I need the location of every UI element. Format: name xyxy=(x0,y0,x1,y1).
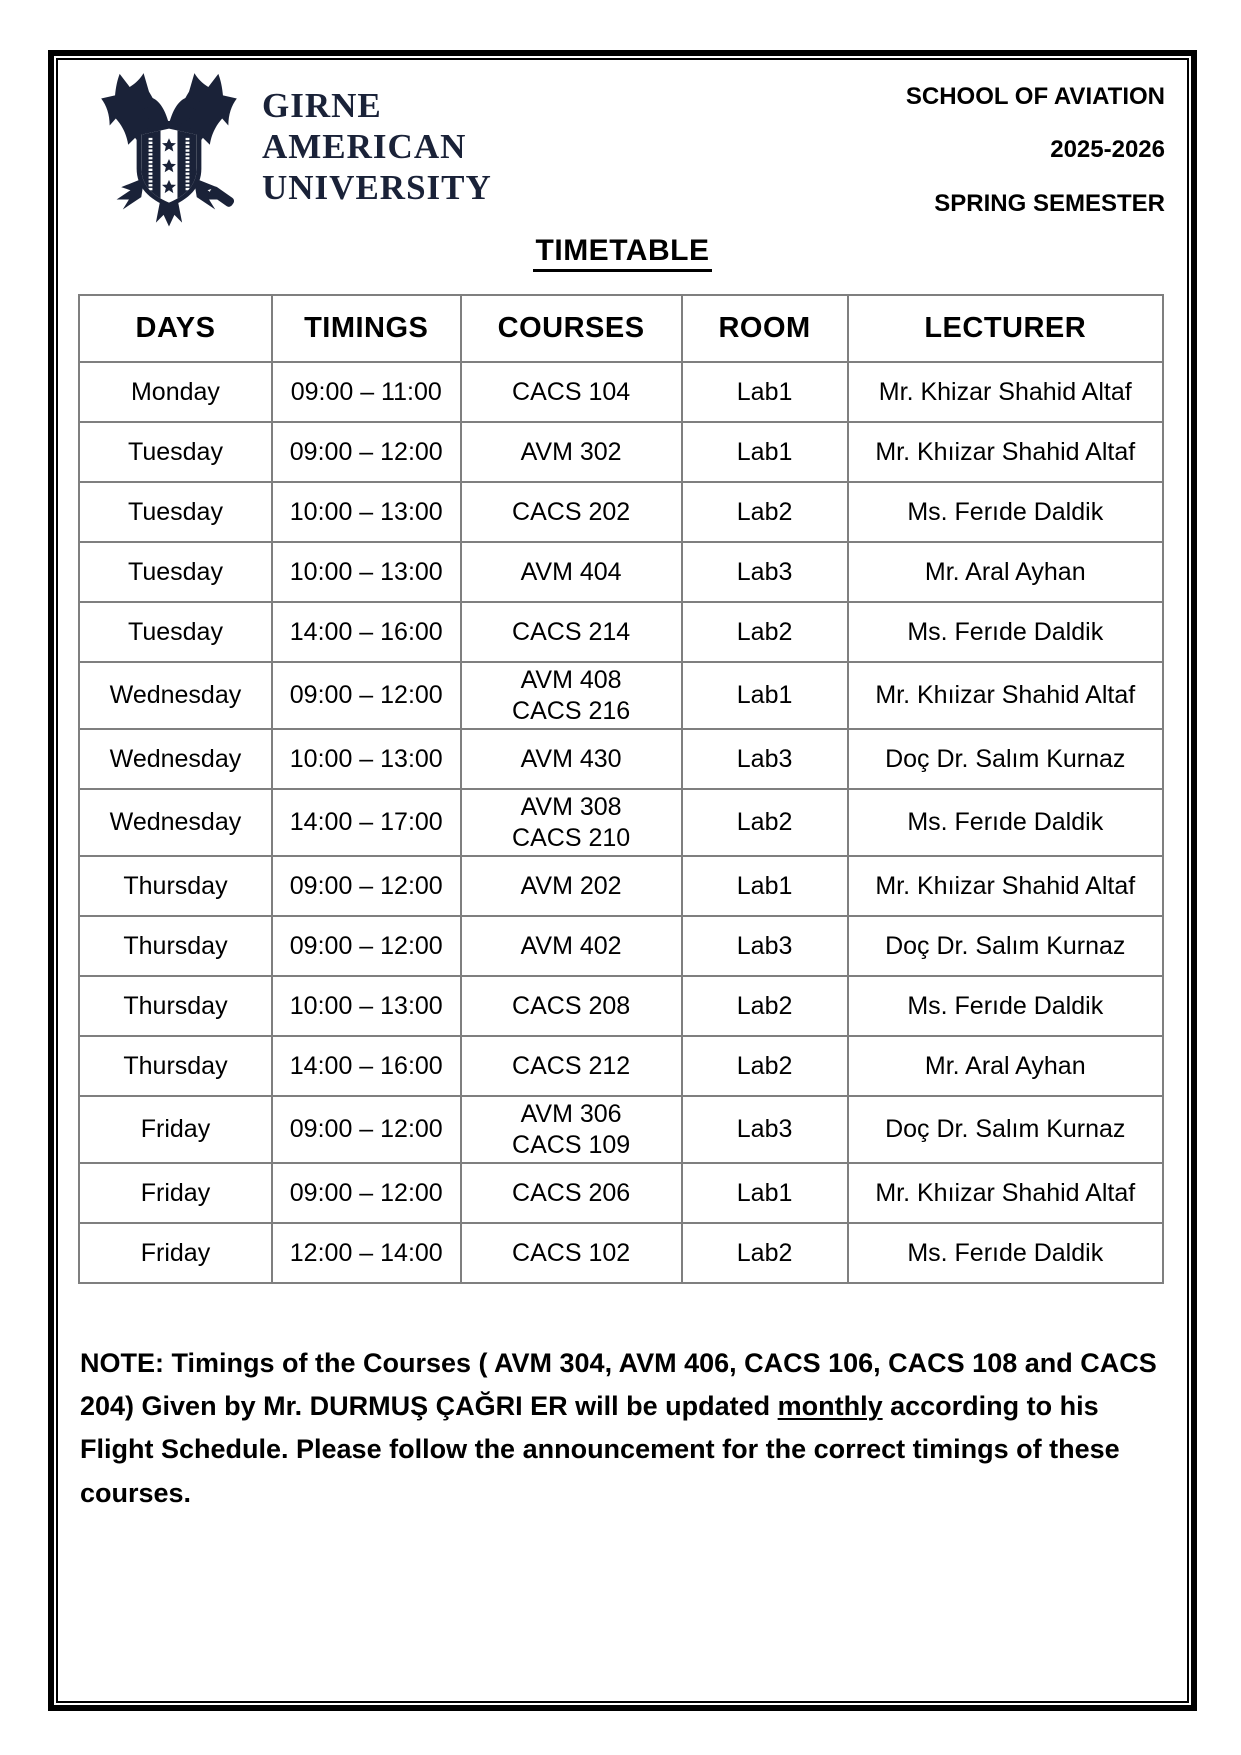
table-row xyxy=(79,916,1163,976)
cell-room: Lab2 xyxy=(682,976,848,1036)
cell-timing: 10:00 – 13:00 xyxy=(272,976,461,1036)
table-row xyxy=(79,482,1163,542)
course-line: AVM 202 xyxy=(520,871,622,900)
cell-timing: 10:00 – 13:00 xyxy=(272,729,461,789)
cell-lecturer: Doç Dr. Salım Kurnaz xyxy=(848,1096,1163,1163)
cell-timing: 09:00 – 12:00 xyxy=(272,856,461,916)
cell-lecturer: Ms. Ferıde Daldik xyxy=(848,482,1163,542)
cell-room: Lab1 xyxy=(682,362,848,422)
table-row xyxy=(79,542,1163,602)
cell-lecturer: Mr. Khıizar Shahid Altaf xyxy=(848,1163,1163,1223)
table-row xyxy=(79,662,1163,729)
cell-room: Lab2 xyxy=(682,1036,848,1096)
course-line: AVM 430 xyxy=(520,744,622,773)
cell-lecturer: Ms. Ferıde Daldik xyxy=(848,976,1163,1036)
note-text-before: NOTE: Timings of the Courses ( AVM 304, AVM 406, CACS 106, CACS 108 and CACS 204) Given by Mr. DURMUŞ ÇAĞRI ER will be updated xyxy=(80,1348,1157,1422)
cell-room: Lab2 xyxy=(682,482,848,542)
column-header-timings: TIMINGS xyxy=(272,295,461,362)
course-line: CACS 216 xyxy=(512,696,631,725)
cell-day: Tuesday xyxy=(79,542,272,602)
cell-room: Lab2 xyxy=(682,1223,848,1283)
table-row xyxy=(79,1163,1163,1223)
cell-lecturer: Mr. Khizar Shahid Altaf xyxy=(848,362,1163,422)
cell-day: Thursday xyxy=(79,856,272,916)
table-row xyxy=(79,1096,1163,1163)
cell-room: Lab3 xyxy=(682,729,848,789)
note-underlined-word: monthly xyxy=(777,1391,883,1422)
page-title-wrap xyxy=(72,234,1173,272)
university-name-line: GIRNE xyxy=(262,86,382,125)
course-line: AVM 408 xyxy=(520,666,622,694)
cell-day: Tuesday xyxy=(79,422,272,482)
double-headed-eagle-icon xyxy=(90,70,248,228)
cell-day: Thursday xyxy=(79,976,272,1036)
cell-timing: 09:00 – 12:00 xyxy=(272,1096,461,1163)
column-header-days: DAYS xyxy=(79,295,272,362)
course-line: CACS 202 xyxy=(512,497,631,526)
cell-timing: 12:00 – 14:00 xyxy=(272,1223,461,1283)
cell-day: Tuesday xyxy=(79,482,272,542)
cell-lecturer: Ms. Ferıde Daldik xyxy=(848,1223,1163,1283)
cell-courses xyxy=(461,1036,682,1096)
university-logo xyxy=(90,70,248,228)
cell-courses xyxy=(461,1163,682,1223)
cell-day: Wednesday xyxy=(79,662,272,729)
table-row xyxy=(79,602,1163,662)
table-header-row xyxy=(79,295,1163,362)
cell-courses xyxy=(461,602,682,662)
course-line: CACS 206 xyxy=(512,1178,631,1207)
course-line: AVM 402 xyxy=(520,931,622,960)
header-right-block xyxy=(906,84,1169,217)
cell-timing: 10:00 – 13:00 xyxy=(272,482,461,542)
cell-lecturer: Ms. Ferıde Daldik xyxy=(848,602,1163,662)
cell-lecturer: Mr. Aral Ayhan xyxy=(848,1036,1163,1096)
cell-lecturer: Mr. Aral Ayhan xyxy=(848,542,1163,602)
cell-lecturer: Mr. Khıizar Shahid Altaf xyxy=(848,422,1163,482)
table-row xyxy=(79,1036,1163,1096)
cell-courses xyxy=(461,789,682,856)
cell-day: Thursday xyxy=(79,1036,272,1096)
note-text-after: according to his Flight Schedule. Please follow the announcement for the correct timings of these courses. xyxy=(80,1391,1120,1508)
course-line: CACS 212 xyxy=(512,1051,631,1080)
school-name: SCHOOL OF AVIATION xyxy=(905,83,1165,110)
cell-courses xyxy=(461,1096,682,1163)
cell-timing: 09:00 – 12:00 xyxy=(272,662,461,729)
university-name-line: AMERICAN xyxy=(262,126,467,166)
course-line: CACS 104 xyxy=(512,377,631,406)
document-header xyxy=(72,66,1173,228)
cell-day: Friday xyxy=(79,1163,272,1223)
cell-day: Wednesday xyxy=(79,729,272,789)
cell-room: Lab1 xyxy=(682,856,848,916)
cell-courses xyxy=(461,916,682,976)
cell-timing: 09:00 – 11:00 xyxy=(272,362,461,422)
university-name-line: UNIVERSITY xyxy=(262,167,492,207)
timetable-body xyxy=(79,362,1163,1283)
cell-day: Wednesday xyxy=(79,789,272,856)
cell-timing: 09:00 – 12:00 xyxy=(272,916,461,976)
table-row xyxy=(79,422,1163,482)
cell-lecturer: Doç Dr. Salım Kurnaz xyxy=(848,729,1163,789)
course-line: AVM 302 xyxy=(520,437,622,466)
cell-timing: 14:00 – 16:00 xyxy=(272,1036,461,1096)
university-name xyxy=(262,86,492,209)
course-line: AVM 306 xyxy=(520,1100,622,1128)
cell-courses xyxy=(461,542,682,602)
cell-courses xyxy=(461,729,682,789)
page-border-outer xyxy=(48,50,1197,1711)
note-text xyxy=(80,1342,1176,1515)
course-line: AVM 308 xyxy=(520,793,622,821)
cell-day: Friday xyxy=(79,1223,272,1283)
cell-room: Lab2 xyxy=(682,602,848,662)
cell-day: Monday xyxy=(79,362,272,422)
cell-room: Lab1 xyxy=(682,1163,848,1223)
table-row xyxy=(79,729,1163,789)
cell-courses xyxy=(461,662,682,729)
cell-day: Friday xyxy=(79,1096,272,1163)
course-line: CACS 109 xyxy=(512,1130,631,1159)
cell-lecturer: Doç Dr. Salım Kurnaz xyxy=(848,916,1163,976)
cell-timing: 14:00 – 17:00 xyxy=(272,789,461,856)
cell-courses xyxy=(461,976,682,1036)
semester-label: SPRING SEMESTER xyxy=(934,189,1165,217)
column-header-lecturer: LECTURER xyxy=(848,295,1163,362)
page-border-inner xyxy=(56,58,1189,1703)
cell-room: Lab1 xyxy=(682,662,848,729)
academic-year: 2025-2026 xyxy=(1050,136,1165,164)
cell-room: Lab1 xyxy=(682,422,848,482)
cell-timing: 10:00 – 13:00 xyxy=(272,542,461,602)
cell-room: Lab3 xyxy=(682,916,848,976)
cell-room: Lab2 xyxy=(682,789,848,856)
cell-timing: 09:00 – 12:00 xyxy=(272,422,461,482)
cell-lecturer: Ms. Ferıde Daldik xyxy=(848,789,1163,856)
course-line: CACS 102 xyxy=(512,1238,631,1267)
column-header-courses: COURSES xyxy=(461,295,682,362)
cell-room: Lab3 xyxy=(682,1096,848,1163)
table-row xyxy=(79,362,1163,422)
course-line: CACS 210 xyxy=(512,823,631,852)
cell-lecturer: Mr. Khıizar Shahid Altaf xyxy=(848,856,1163,916)
cell-timing: 14:00 – 16:00 xyxy=(272,602,461,662)
cell-timing: 09:00 – 12:00 xyxy=(272,1163,461,1223)
column-header-room: ROOM xyxy=(682,295,848,362)
table-row xyxy=(79,1223,1163,1283)
course-line: CACS 214 xyxy=(512,617,631,646)
cell-room: Lab3 xyxy=(682,542,848,602)
table-row xyxy=(79,789,1163,856)
cell-day: Thursday xyxy=(79,916,272,976)
course-line: AVM 404 xyxy=(520,557,622,586)
cell-courses xyxy=(461,856,682,916)
cell-courses xyxy=(461,482,682,542)
cell-courses xyxy=(461,1223,682,1283)
page-title: TIMETABLE xyxy=(533,234,713,272)
table-row xyxy=(79,976,1163,1036)
cell-courses xyxy=(461,362,682,422)
cell-courses xyxy=(461,422,682,482)
cell-lecturer: Mr. Khıizar Shahid Altaf xyxy=(848,662,1163,729)
table-row xyxy=(79,856,1163,916)
cell-day: Tuesday xyxy=(79,602,272,662)
timetable xyxy=(78,294,1164,1284)
course-line: CACS 208 xyxy=(512,991,631,1020)
